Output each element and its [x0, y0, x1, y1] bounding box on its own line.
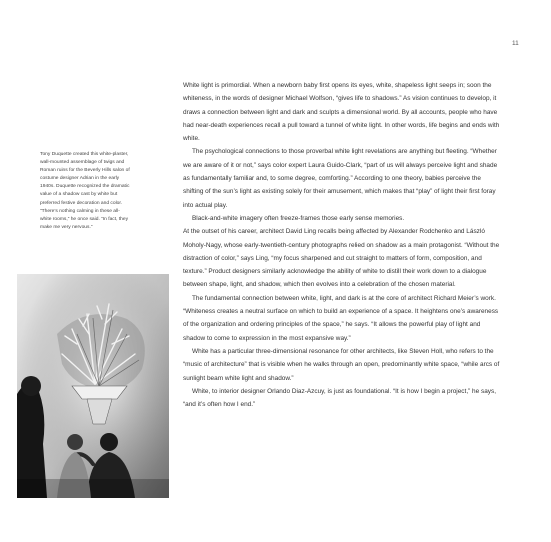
photo-illustration: [17, 274, 169, 498]
article-body: [183, 79, 501, 411]
page-number: 11: [512, 40, 519, 47]
paragraph-7: White, to interior designer Orlando Diaz-Azcuy, is just as foundational. “It is how I begin a project,” he says, “and it’s often how I end.”: [183, 387, 497, 409]
caption-text: Tony Duquette created this white-plaster, wall-mounted assemblage of twigs and Roman ruins for the Beverly Hills salon of costume designer Adrian in the early 1940s. Duquette recognized the dramatic value of a shadow cast by white but preferred festive decoration and color. “There’s nothing calming in these all-white rooms,” he once said. “In fact, they make me very nervous.”: [40, 152, 130, 230]
paragraph-1: White light is primordial. When a newborn baby first opens its eyes, white, shapeless light seeps in; soon the whiteness, in the words of designer Michael Wolfson, “gives life to shadows.” As vision continues to develop, it draws a connection between light and dark and sculpts a dimensional world. By all accounts, people who have had near-death experiences recall a pull toward a tunnel of white light. In other words, life begins and ends with white.: [183, 82, 500, 143]
paragraph-4: At the outset of his career, architect David Ling recalls being affected by Alexander Rodchenko and László Moholy-Nagy, whose early-twentieth-century photographs relied on shadow as a main protagonist. “Without the distraction of color,” says Ling, “my focus sharpened and cut straight to matters of form, composition, and texture.” Product designers similarly acknowledge the ability of white to distill their work down to a dialogue between shape, light, and shadow, which then evolves into a celebration of the chosen material.: [183, 228, 500, 289]
paragraph-3: Black-and-white imagery often freeze-frames those early sense memories.: [192, 214, 405, 222]
black-and-white-photo: [17, 274, 169, 498]
photo-caption: [40, 151, 130, 232]
paragraph-2: The psychological connections to those proverbal white light revelations are anything but fleeting. “Whether we are aware of it or not,” says color expert Laura Guido-Clark, “part of us will always perceive light and shade as fundamentally familiar and, to some degree, comforting.” According to one theory, babies perceive the shifting of the sun’s light as existing solely for their amusement, which makes that “play” of light their first foray into actual play.: [183, 148, 498, 209]
paragraph-5: The fundamental connection between white, light, and dark is at the core of architect Richard Meier’s work. “Whiteness creates a neutral surface on which to build an experience of a space. It heightens one’s awareness of the organization and ordering principles of the space,” he says. “It allows the powerful play of light and shadow to come to expression in the most expansive way.”: [183, 294, 499, 342]
paragraph-6: White has a particular three-dimensional resonance for other architects, like Steven Holl, who refers to the “music of architecture” that is visible when he walks through an open, predominantly white space, “while arcs of sunlight beam white light and shadow.”: [183, 347, 500, 382]
